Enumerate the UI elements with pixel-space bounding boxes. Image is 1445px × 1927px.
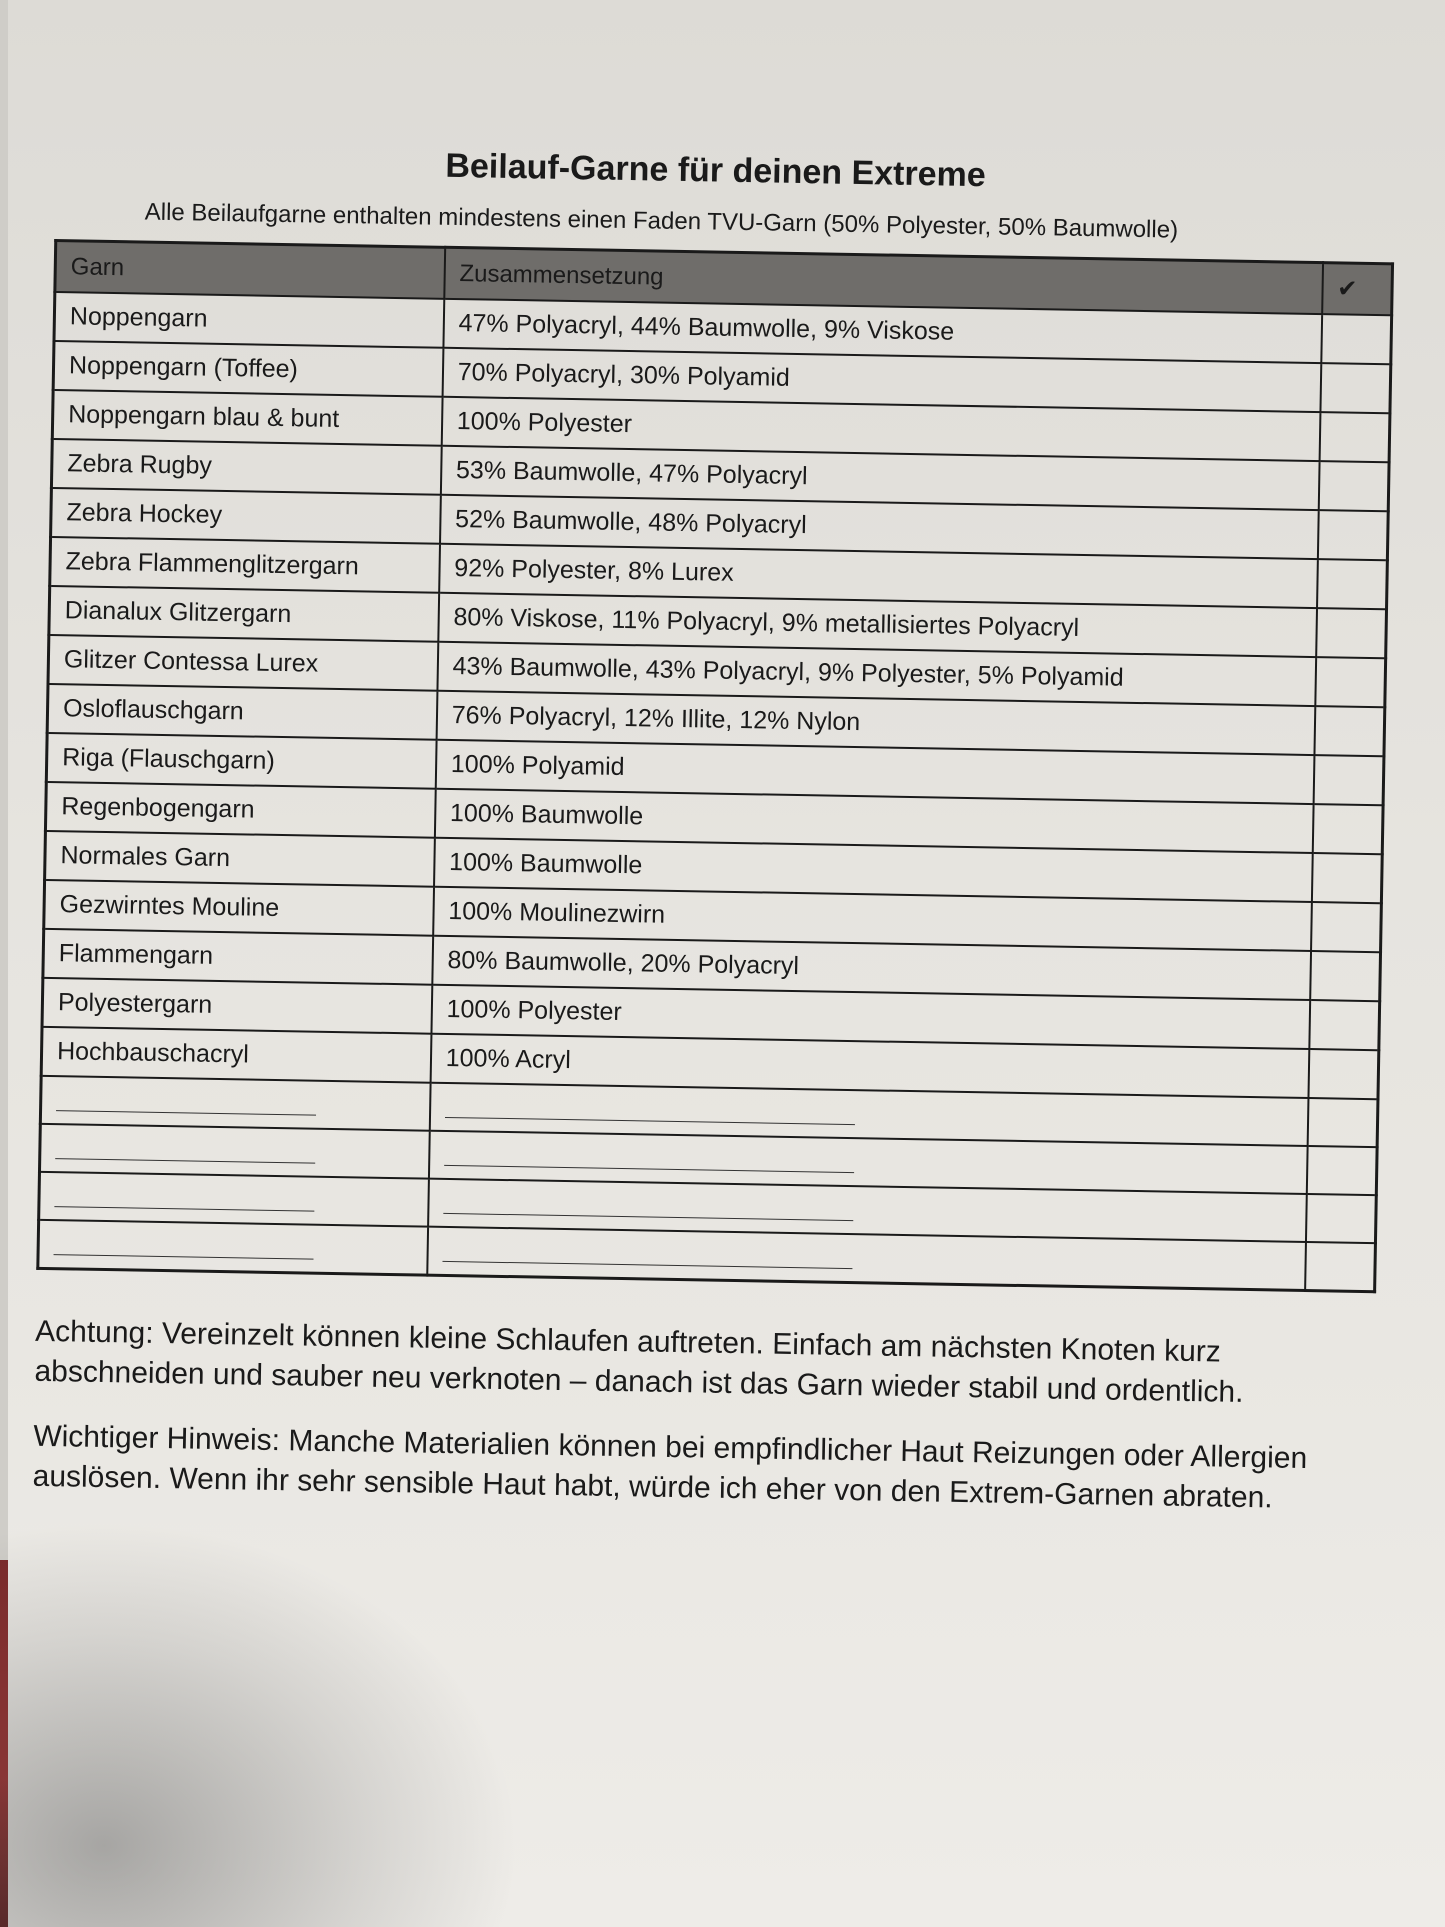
- blank-write-line: [443, 1192, 853, 1220]
- page-subtitle: Alle Beilaufgarne enthalten mindestens einen Faden TVU-Garn (50% Polyester, 50% Baumwolle): [144, 198, 1179, 244]
- blank-write-line: [54, 1186, 314, 1212]
- composition-cell: 100% Baumwolle: [434, 838, 1313, 902]
- header-zusammensetzung: Zusammensetzung: [444, 247, 1323, 314]
- composition-cell: 53% Baumwolle, 47% Polyacryl: [441, 446, 1320, 510]
- composition-cell: 43% Baumwolle, 43% Polyacryl, 9% Polyester, 5% Polyamid: [437, 642, 1316, 706]
- blank-write-line: [442, 1240, 852, 1268]
- garn-cell: Osloflauschgarn: [47, 684, 437, 740]
- garn-cell: Noppengarn: [54, 292, 444, 348]
- garn-cell: Polyestergarn: [42, 978, 432, 1034]
- garn-cell: Normales Garn: [45, 831, 435, 887]
- blank-garn-cell: [39, 1124, 429, 1179]
- garn-cell: Flammengarn: [43, 929, 433, 985]
- blank-write-line: [445, 1096, 855, 1124]
- composition-cell: 100% Moulinezwirn: [433, 887, 1312, 951]
- garn-cell: Dianalux Glitzergarn: [49, 586, 439, 642]
- garn-cell: Noppengarn blau & bunt: [52, 390, 442, 446]
- check-cell[interactable]: [1307, 1098, 1378, 1147]
- composition-cell: 52% Baumwolle, 48% Polyacryl: [440, 495, 1319, 559]
- header-garn: Garn: [55, 241, 445, 299]
- check-cell[interactable]: [1305, 1242, 1376, 1292]
- check-cell[interactable]: [1318, 461, 1389, 511]
- note-hinweis: Wichtiger Hinweis: Manche Materialien können bei empfindlicher Haut Reizungen oder Allergien auslösen. Wenn ihr sehr sensible Haut habt, würde ich eher von den Extrem-Garnen abraten.: [32, 1419, 1308, 1515]
- garn-cell: Gezwirntes Mouline: [44, 880, 434, 936]
- composition-cell: 47% Polyacryl, 44% Baumwolle, 9% Viskose: [443, 299, 1322, 363]
- blank-write-line: [54, 1234, 314, 1260]
- check-cell[interactable]: [1306, 1146, 1377, 1195]
- garn-cell: Zebra Hockey: [51, 488, 441, 544]
- check-cell[interactable]: [1315, 657, 1386, 707]
- garn-cell: Riga (Flauschgarn): [46, 733, 436, 789]
- check-cell[interactable]: [1317, 559, 1388, 609]
- garn-cell: Zebra Rugby: [51, 439, 441, 495]
- composition-cell: 100% Polyester: [441, 397, 1320, 461]
- check-cell[interactable]: [1313, 755, 1384, 805]
- blank-garn-cell: [39, 1172, 429, 1227]
- check-cell[interactable]: [1320, 363, 1391, 413]
- check-cell[interactable]: [1309, 1000, 1380, 1050]
- check-cell[interactable]: [1319, 412, 1390, 462]
- blank-garn-cell: [38, 1220, 428, 1275]
- notes-section: [32, 1312, 1375, 1520]
- garn-cell: Glitzer Contessa Lurex: [48, 635, 438, 691]
- header-check-icon: ✔: [1322, 263, 1393, 316]
- check-cell[interactable]: [1318, 510, 1389, 560]
- composition-cell: 100% Polyamid: [435, 740, 1314, 804]
- check-cell[interactable]: [1308, 1049, 1379, 1099]
- check-cell[interactable]: [1312, 804, 1383, 854]
- note-achtung: Achtung: Vereinzelt können kleine Schlaufen auftreten. Einfach am nächsten Knoten kurz abschneiden und sauber neu verknoten – danach ist das Garn wieder stabil und ordentlich.: [34, 1314, 1244, 1409]
- composition-cell: 70% Polyacryl, 30% Polyamid: [442, 348, 1321, 412]
- garn-cell: Noppengarn (Toffee): [53, 341, 443, 397]
- blank-write-line: [444, 1144, 854, 1172]
- composition-cell: 92% Polyester, 8% Lurex: [439, 544, 1318, 608]
- table-body: [38, 292, 1392, 1292]
- garn-cell: Regenbogengarn: [45, 782, 435, 838]
- composition-cell: 100% Polyester: [431, 985, 1310, 1049]
- check-cell[interactable]: [1312, 853, 1383, 903]
- composition-cell: 76% Polyacryl, 12% Illite, 12% Nylon: [436, 691, 1315, 755]
- page-title: Beilauf-Garne für deinen Extreme: [445, 146, 987, 195]
- check-cell[interactable]: [1311, 902, 1382, 952]
- yarn-table: [36, 239, 1394, 1293]
- paper-sheet: [8, 0, 1445, 1927]
- composition-cell: 80% Baumwolle, 20% Polyacryl: [432, 936, 1311, 1000]
- composition-cell: 80% Viskose, 11% Polyacryl, 9% metallisiertes Polyacryl: [438, 593, 1317, 657]
- garn-cell: Hochbauschacryl: [41, 1027, 431, 1083]
- check-cell[interactable]: [1321, 314, 1392, 364]
- check-cell[interactable]: [1314, 706, 1385, 756]
- blank-write-line: [56, 1090, 316, 1116]
- document-content: [32, 140, 1396, 1546]
- check-cell[interactable]: [1306, 1194, 1377, 1243]
- check-cell[interactable]: [1316, 608, 1387, 658]
- composition-cell: 100% Acryl: [430, 1034, 1309, 1098]
- blank-write-line: [55, 1138, 315, 1164]
- blank-garn-cell: [40, 1076, 430, 1131]
- composition-cell: 100% Baumwolle: [435, 789, 1314, 853]
- check-cell[interactable]: [1310, 951, 1381, 1001]
- garn-cell: Zebra Flammenglitzergarn: [50, 537, 440, 593]
